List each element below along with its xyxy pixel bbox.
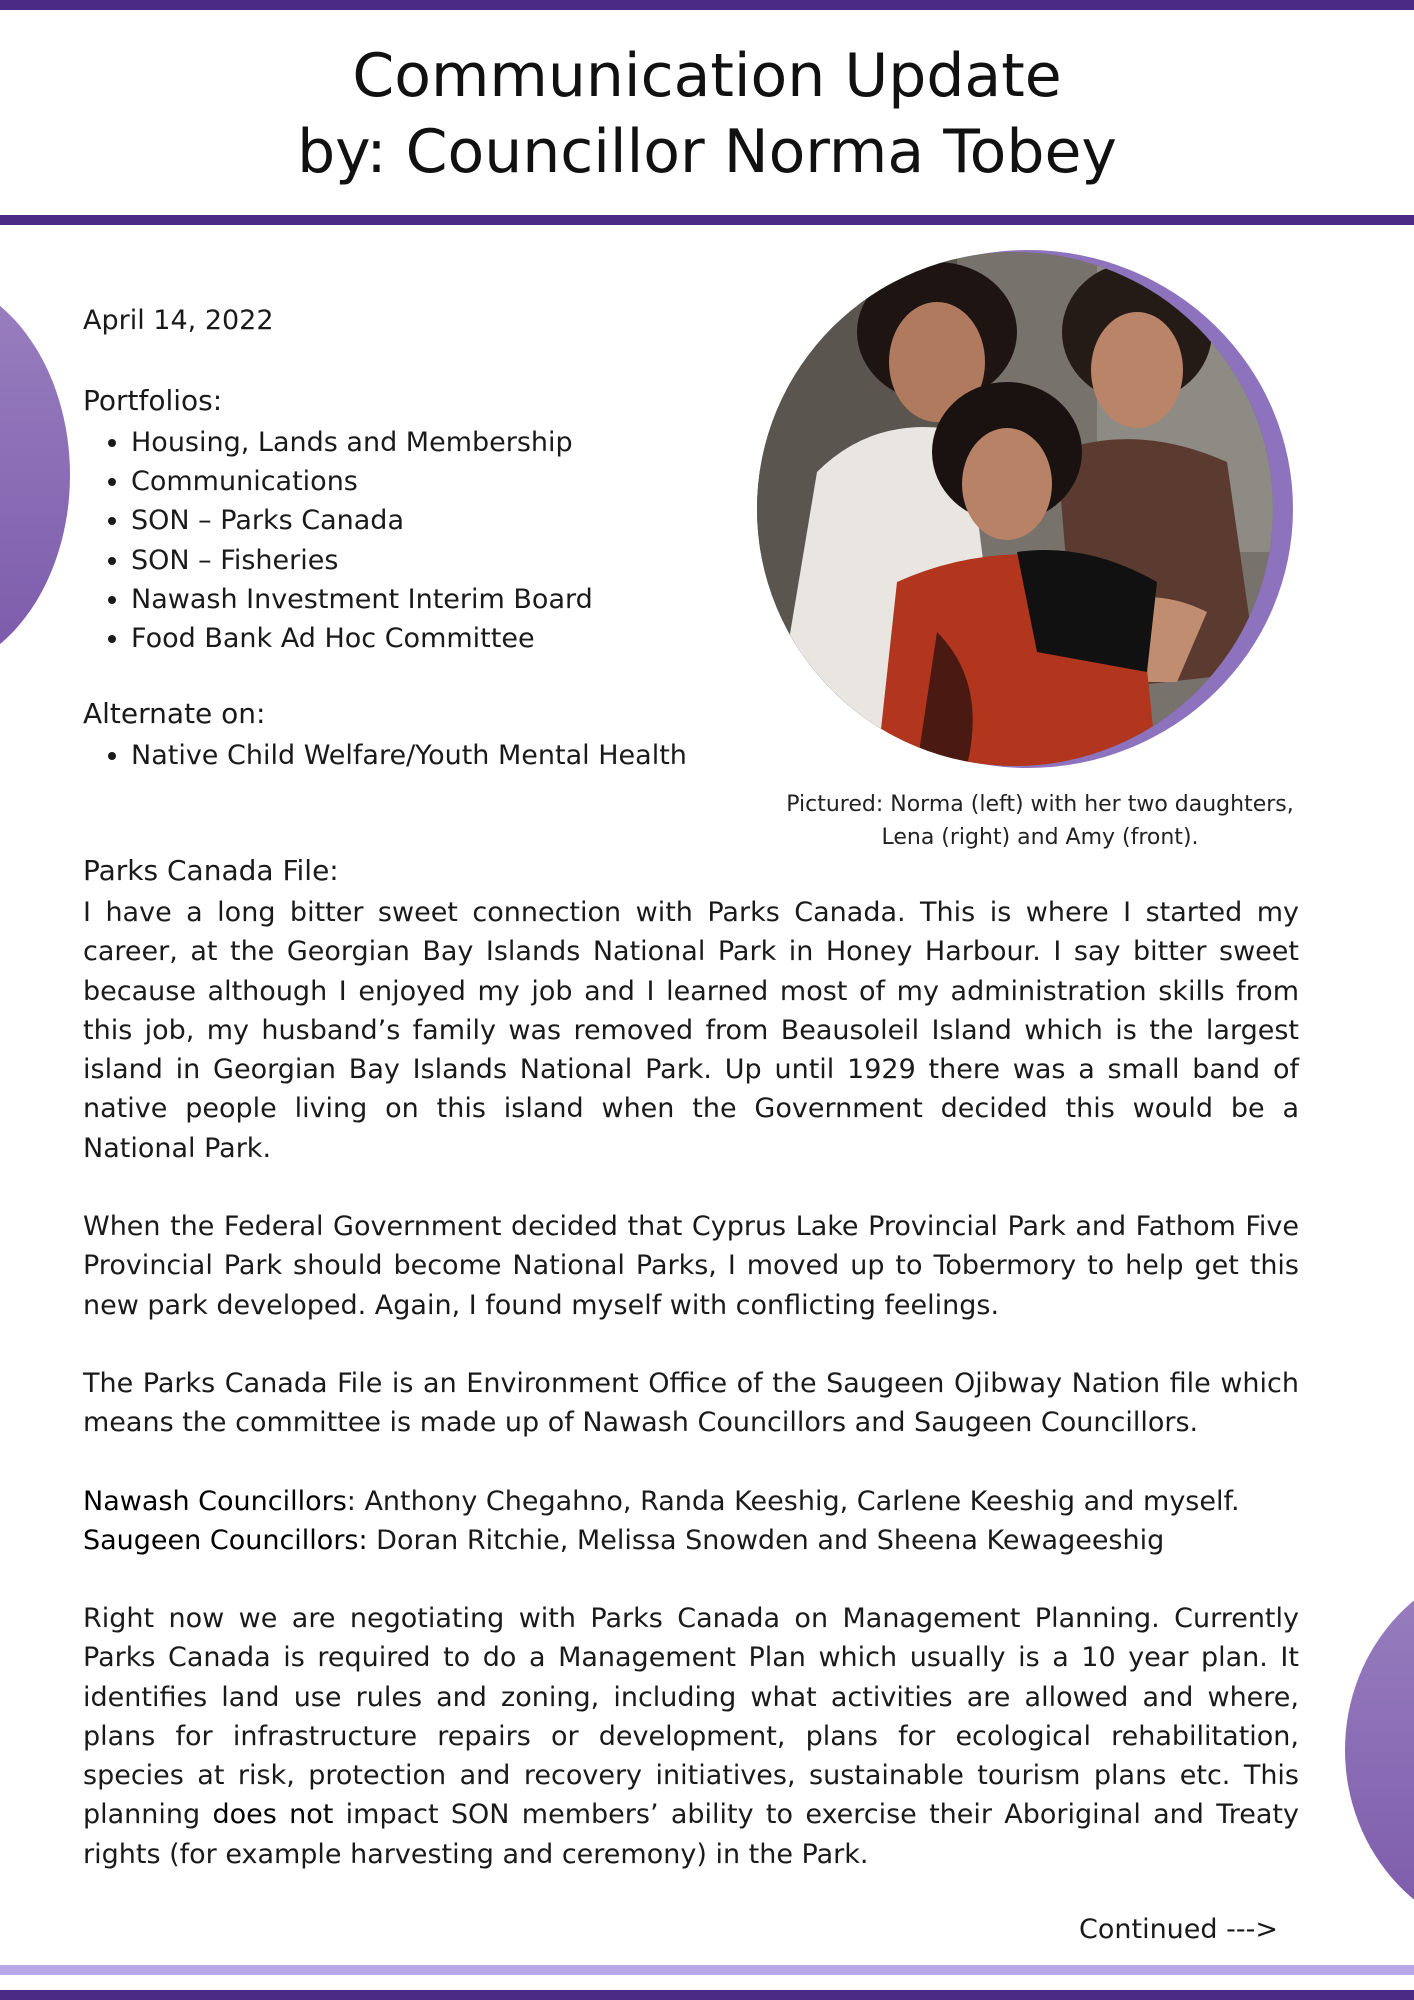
list-item: • Communications [131, 462, 593, 501]
alternate-list [83, 736, 687, 775]
alternate-label: Alternate on: [83, 697, 266, 730]
page-title [0, 38, 1414, 190]
right-decorative-circle [1345, 1560, 1414, 1940]
list-item: • Food Bank Ad Hoc Committee [131, 619, 593, 658]
paragraph-1: I have a long bitter sweet connection with Parks Canada. This is where I started my career, at the Georgian Bay Islands National Park in Honey Harbour. I say bitter sweet because although I enjoyed my job and I learned most of my administration skills from this job, my husband’s family was removed from Beausoleil Island which is the largest island in Georgian Bay Islands National Park. Up until 1929 there was a small band of native people living on this island when the Government decided this would be a National Park. [83, 897, 1299, 1164]
p4-start: Right now we are negotiating with Parks Canada on Management Planning. Currently Parks Canada is required to do a Management Plan which usually is a 10 year plan. It identifies land use rules and zoning, including what activities are allowed and where, plans for infrastructure repairs or development, plans for ecological rehabilitation, species at risk, protection and recovery initiatives, sustainable tourism plans etc. This planning [83, 1603, 1299, 1831]
continued-label: Continued ---> [1079, 1914, 1278, 1945]
caption-line-2: Lena (right) and Amy (front). [881, 825, 1199, 850]
caption-line-1: Pictured: Norma (left) with her two daughters, [786, 792, 1294, 817]
saugeen-councillors [83, 1521, 1299, 1560]
nawash-label: Nawash Councillors [83, 1486, 347, 1517]
parks-file-heading: Parks Canada File: [83, 854, 339, 887]
list-item: • Housing, Lands and Membership [131, 423, 593, 462]
paragraph-3: The Parks Canada File is an Environment Office of the Saugeen Ojibway Nation file which means the committee is made up of Nawash Councillors and Saugeen Councillors. [83, 1368, 1299, 1439]
photo-illustration [757, 252, 1273, 766]
portfolios-label: Portfolios: [83, 384, 223, 417]
date: April 14, 2022 [83, 305, 274, 336]
title-line-2: by: Councillor Norma Tobey [297, 117, 1117, 187]
nawash-councillors [83, 1482, 1299, 1521]
saugeen-names: Doran Ritchie, Melissa Snowden and Sheena Kewageeshig [367, 1525, 1165, 1556]
left-decorative-circle [0, 275, 70, 675]
bottom-border-light [0, 1965, 1414, 1975]
p4-emphasis: does not [212, 1799, 334, 1831]
list-item: • Native Child Welfare/Youth Mental Health [131, 736, 687, 775]
top-border [0, 0, 1414, 10]
portfolios-list [83, 423, 593, 658]
list-item: • SON – Parks Canada [131, 501, 593, 540]
saugeen-label: Saugeen Councillors: [83, 1525, 368, 1556]
title-line-1: Communication Update [352, 41, 1062, 111]
paragraph-4 [83, 1599, 1299, 1874]
p4-end: impact SON members’ ability to exercise their Aboriginal and Treaty rights (for example harvesting and ceremony) in the Park. [83, 1799, 1299, 1870]
nawash-names: : Anthony Chegahno, Randa Keeshig, Carlene Keeshig and myself. [346, 1486, 1240, 1517]
photo-caption [740, 788, 1340, 854]
list-item: • Nawash Investment Interim Board [131, 580, 593, 619]
family-photo [757, 252, 1273, 766]
bottom-border-dark [0, 1990, 1414, 2000]
title-divider [0, 215, 1414, 225]
list-item: • SON – Fisheries [131, 541, 593, 580]
paragraph-2: When the Federal Government decided that Cyprus Lake Provincial Park and Fathom Five Provincial Park should become National Parks, I moved up to Tobermory to help get this new park developed. Again, I found myself with conflicting feelings. [83, 1211, 1299, 1321]
